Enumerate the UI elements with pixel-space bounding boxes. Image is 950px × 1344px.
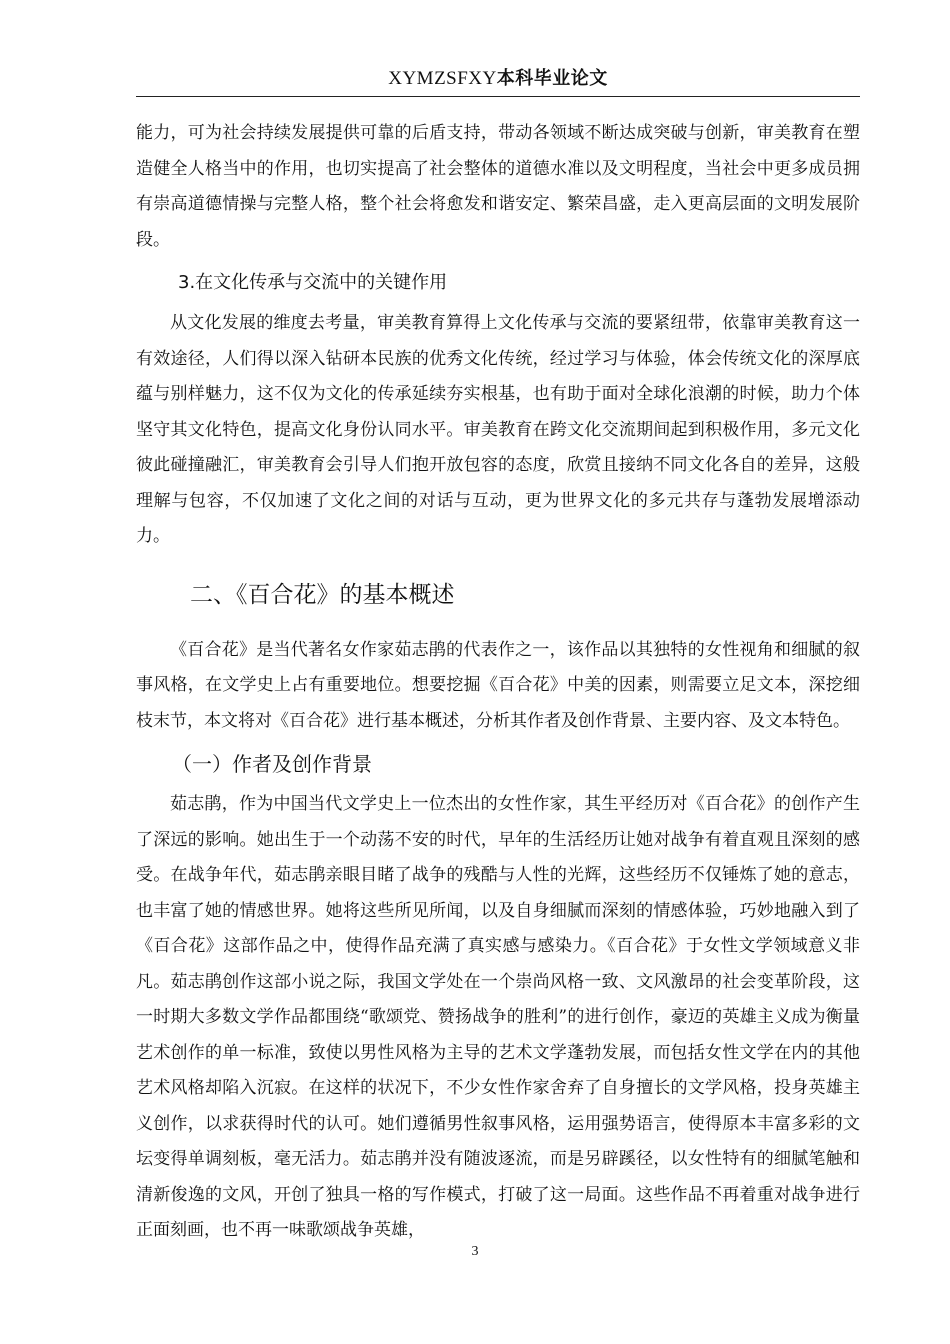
header-title: 本科毕业论文 xyxy=(496,68,608,89)
subheading-3: 3.在文化传承与交流中的关键作用 xyxy=(178,272,448,293)
section-heading-1: （一）作者及创作背景 xyxy=(172,752,372,776)
paragraph-cultural-role: 从文化发展的维度去考量，审美教育算得上文化传承与交流的要紧纽带，依靠审美教育这一有效途径，人们得以深入钻研本民族的优秀文化传统，经过学习与体验，体会传统文化的深厚底蕴与别样魅力，这不仅为文化的传承延续夯实根基，也有助于面对全球化浪潮的时候，助力个体坚守其文化特色，提高文化身份认同水平。审美教育在跨文化交流期间起到积极作用，多元文化彼此碰撞融汇，审美教育会引导人们抱开放包容的态度，欣赏且接纳不同文化各自的差异，这般理解与包容，不仅加速了文化之间的对话与互动，更为世界文化的多元共存与蓬勃发展增添动力。 xyxy=(136,313,860,546)
paragraph-continued: 能力，可为社会持续发展提供可靠的后盾支持，带动各领域不断达成突破与创新，审美教育在塑造健全人格当中的作用，也切实提高了社会整体的道德水准以及文明程度，当社会中更多成员拥有崇高道德情操与完整人格，整个社会将愈发和谐安定、繁荣昌盛，走入更高层面的文明发展阶段。 xyxy=(136,123,860,250)
chapter-heading-2: 二、《百合花》的基本概述 xyxy=(190,581,455,608)
paragraph-author-background: 茹志鹃，作为中国当代文学史上一位杰出的女性作家，其生平经历对《百合花》的创作产生了深远的影响。她出生于一个动荡不安的时代，早年的生活经历让她对战争有着直观且深刻的感受。在战争年代，茹志鹃亲眼目睹了战争的残酷与人性的光辉，这些经历不仅锤炼了她的意志，也丰富了她的情感世界。她将这些所见所闻，以及自身细腻而深刻的情感体验，巧妙地融入到了《百合花》这部作品之中，使得作品充满了真实感与感染力。《百合花》于女性文学领域意义非凡。茹志鹃创作这部小说之际，我国文学处在一个崇尚风格一致、文风激昂的社会变革阶段，这一时期大多数文学作品都围绕“歌颂党、赞扬战争的胜利”的进行创作，豪迈的英雄主义成为衡量艺术创作的单一标准，致使以男性风格为主导的艺术文学蓬勃发展，而包括女性文学在内的其他艺术风格却陷入沉寂。在这样的状况下，不少女性作家舍弃了自身擅长的文学风格，投身英雄主义创作，以求获得时代的认可。她们遵循男性叙事风格，运用强势语言，使得原本丰富多彩的文坛变得单调刻板，毫无活力。茹志鹃并没有随波逐流，而是另辟蹊径，以女性特有的细腻笔触和清新俊逸的文风，开创了独具一格的写作模式，打破了这一局面。这些作品不再着重对战争进行正面刻画，也不再一味歌颂战争英雄， xyxy=(136,794,860,1240)
running-header xyxy=(136,62,860,97)
header-code: XYMZSFXY xyxy=(388,68,497,89)
page-number: 3 xyxy=(471,1244,479,1259)
paragraph-overview: 《百合花》是当代著名女作家茹志鹃的代表作之一，该作品以其独特的女性视角和细腻的叙事风格，在文学史上占有重要地位。想要挖掘《百合花》中美的因素，则需要立足文本，深挖细枝末节，本文将对《百合花》进行基本概述，分析其作者及创作背景、主要内容、及文本特色。 xyxy=(136,639,860,731)
body-text xyxy=(136,116,860,1249)
